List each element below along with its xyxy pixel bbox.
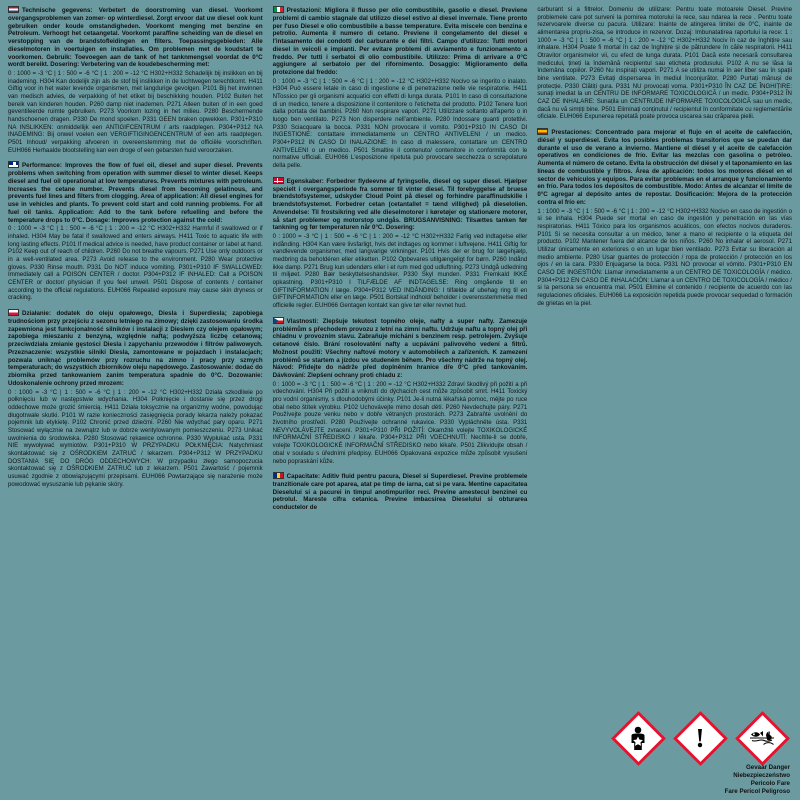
signal-word-it: Pericolo Fare	[750, 779, 790, 787]
ghs-pictogram-group	[610, 710, 790, 766]
lang-block-pl	[8, 309, 263, 488]
heading-en	[8, 161, 263, 224]
column-1	[8, 6, 263, 794]
heading-ro	[273, 472, 528, 512]
body-es: 1 : 1000 = -3 °C | 1 : 500 = -6 °C | 1 : 200 = -12 °C H302+H332 Nocivo en caso de ingestión o si se inhala. H304 Puede ser mortal en caso de ingestión y penetración en las vías respiratorias. H411 Tóxico para los organismos acuáticos, con efectos nocivos duraderos. P101 Si se necesita consultar a un médico, tener a mano el recipiente o la etiqueta del producto. P102 Mantener fuera del alcance de los niños. P260 No inhalar el aerosol. P271 Utilizar únicamente en exteriores o en un lugar bien ventilado. P273 Evitar su liberación al medio ambiente. P280 Usar guantes de protección / ropa de protección / protección en los ojos / en la cara. P330 Enjuagarse la boca. P331 NO provocar el vómito. P301+P310 EN CASO DE INGESTIÓN: Llamar inmediatamente a un CENTRO DE TOXICOLOGÍA / médico. P304+P312 EN CASO DE INHALACIÓN: Llamar a un CENTRO DE TOXICOLOGÍA / médico / si la persona se encuentra mal. P501 Elimine el contenido / recipiente de acuerdo con las regulaciones oficiales. EUH066 La exposición repetida puede provocar sequedad o formación de grietas en la piel.	[537, 207, 792, 307]
lang-block-ro-start	[273, 472, 528, 513]
flag-ro-icon	[273, 472, 284, 479]
signal-word-dk-ro-es: Fare Pericol Peligroso	[724, 787, 790, 795]
ghs08-health-hazard-icon	[610, 710, 666, 766]
heading-text-nl: Technische gegevens: Verbetert de doorstroming van diesel. Voorkomt overgangsproblemen van zomer- op winterdiesel. Zorgt ervoor dat uw diesel ook kunt gebruiken onder koude omstandigheden. Voorkomt menging met benzine en Petroleum. Verhoogt het cetaangetal. Voorkomt paraffine scheiding van de diesel en verstopping van de brandstofleidingen en filters. Toepassingsgebieden: Alle dieselmotoren in voertuigen en installaties. Om problemen met de koudstart te voorkomen. Gebruik: Toevoegen aan de tank of het tanknmengsel voordat de 0°C wordt bereikt. Dosering: Verbetering van de koudebescherming met:	[8, 7, 263, 69]
ghs09-environment-icon	[734, 710, 790, 766]
flag-it-icon	[273, 6, 284, 13]
body-cz: 0 : 1000 = -3 °C | 1 : 500 = -6 °C | 1 : 200 = -12 °C H302+H332 Zdraví škodlivý při požití a při vdechování. H304 Při požití a vniknutí do dýchacích cest může způsobit smrt. H411 Toxický pro vodní organismy, s dlouhodobými účinky. P101 Je-li nutná lékařská pomoc, mějte po ruce obal nebo štítek výrobku. P102 Uchovávejte mimo dosah dětí. P260 Nevdechujte páry. P271 Používejte pouze venku nebo v dobře větraných prostorách. P273 Zabraňte uvolnění do životního prostředí. P280 Používejte ochranné rukavice. P330 Vypláchněte ústa. P331 NEVYVOLÁVEJTE zvracení. P301+P310 PŘI POŽITÍ: Okamžitě volejte TOXIKOLOGICKÉ INFORMAČNÍ STŘEDISKO / lékaře. P304+P312 PŘI VDECHNUTÍ: Necítíte-li se dobře, volejte TOXIKOLOGICKÉ INFORMAČNÍ STŘEDISKO nebo lékaře. P501 Zlikvidujte obsah / obal v souladu s úředními předpisy. EUH066 Opakovaná expozice může způsobit vysušení nebo popraskání kůže.	[272, 380, 528, 465]
lang-block-en	[8, 161, 263, 302]
ghs07-exclamation-mark-icon	[672, 710, 728, 766]
heading-cz	[273, 317, 528, 380]
heading-text-pl: Działanie: dodatek do oleju opałowego, Diesla i Superdiesla; zapobiega trudnościom przy przejściu z sezonu letniego na zimowy; dzięki zastosowaniu środka zapewniona jest funkcjonalność silników i instalacji z Dieslem czy olejem opałowym; zapobiega mieszaniu z benzyną, względnie naftą; podwyższa liczbę cetanową; przeciwdziała zmianie gęstości Diesla i zapychaniu przewodów i filtrów paliwowych. Przeznaczenie: wszystkie silniki Diesla, zamontowane w pojazdach i instalacjach; pozwala uniknąć problemów przy rozruchu na zimno i pracy przy szmych temperaturach; do wszystkich zbiorników oleju napędowego. Zastosowanie: dodać do zbiornika przed tankowaniem zanim temperatura spadnie do 0°C. Dozowanie: Udoskonalenie ochrony przed mrozem:	[8, 310, 263, 387]
heading-dk	[273, 177, 528, 232]
body-dk: 0 : 1000 = -3 °C | 1 : 500 = -6 °C | 1 : 200 = -12 °C H302+H332 Farlig ved indtagelse eller indånding. H304 Kan være livsfarligt, hvis det indtages og kommer i luftvejene. H411 Giftig for vandlevende organismer, med langvarige virkninger. P101 Hvis der er brug for lægehjælp, medbring da beholdéren eller etiketten. P102 Opbevares utilgængeligt for børn. P260 Indånd ikke damp. P271 Brug kun udendørs eller i et rum med god udluftning. P273 Undgå udledning til miljøet. P280 Bær beskyttelseshandsker. P330 Skyl munden. P331 Fremkald IKKE opkastning. P301+P310 I TILFÆLDE AF INDTAGELSE: Ring omgående til en GIFTINFORMATION / læge. P304+P312 VED INDÅNDING: I tilfælde af ubehag ring til en GIFTINFORMATION eller en læge. P501 Bortskaf indhold/ beholder i overensstemmelse med officielle regler. EUH066 Gentagen kontakt kan give tør eller revnet hud.	[272, 233, 528, 310]
lang-block-nl	[8, 6, 263, 154]
heading-text-en: Performance: Improves the flow of fuel oil, diesel and super diesel. Prevents problems when switching from operation with summer diesel to winter diesel. Keeps diesel and fuel oil operational at low temperatures. Prevents mixtures with petroleum. Increases the cetane number. Prevents diesel from becoming gelatinous, and prevents fuel lines and filters from clogging. Area of application: All diesel engines for use in vehicles and plants. To prevent cold start and cold running problems. For all fuel oil tanks. Application: Add to the tank before refuelling and before the temperature drops to 0°C. Dosage: Improves protection against the cold:	[8, 162, 263, 224]
body-nl: 0 : 1000 = -3 °C | 1 : 500 = -6 °C | 1 : 200 = -12 °C H302+H332 Schadelijk bij inslikken en bij inademing. H304 Kan dodelijk zijn als de stof bij inslikken in de luchtwegen terechtkomt. H411 Giftig voor in het water levende organismen, met langdurige gevolgen. P101 Bij het inwinnen van medisch advies, de verpakking of het etiket bij beschikking houden. P102 Buiten het bereik van kinderen houden. P260 damp niet inademen. P271 Alleen buiten of in een goed geventileerde ruimte gebruiken. P273 Voorkom lozing in het milieu. P280 Beschermende handschoenen dragen. P330 De mond spoelen. P331 GEEN braken opwekken. P301+P310 NA INSLIKKEN: onmiddellijk een ANTIGIFCENTRUM / arts raadplegen. P304+P312 NA INADEMING: Bij onwel voelen een VERGIFTIGINGENCENTRUM of een arts raadplegen. P501 Inhoud/ verpakking afvoeren in overeenstemming met de officiële voorschriften. EUH066 Herhaalde blootstelling kan een droge of een gebarsten huid veroorzaken.	[8, 70, 263, 154]
column-2	[273, 6, 528, 794]
body-ro: carburant si a filtrelor. Domeniu de utilizare: Pentru toate motoarele Diesel. Previne problemele care pot surveni la pornirea motorului la rece, sau ndarea la rece . Pentru toate rezervoarele diverse cu pacura. Utilizare: Inainte de atingerea limitei de 0°C, inainte de alimentarea propriu-zisa, se introduce in rezervor. Dozaj: Imbunatatirea raportului la rece: 1 : 1000 = -3 °C | 1 : 500 = -6 °C | 1 : 200 = -12 °C H302+H332 Nociv în caz de înghițire sau inhalare. H304 Poate fi mortal în caz de înghițire și de pătrundere în căile respiratorii. H411 Otravitor organismelor vii, cu efect de lunga durata. P101 Dacă este necesară consultarea medicului, țineți la îndemână recipientul sau eticheta produsului. P102 A nu se lăsa la îndemâna copiilor. P260 Nu inspirați vapori. P271 A se utiliza numai în aer liber sau în spații bine ventilate. P273 Evitați dispersarea în mediul înconjurător. P280 Purtați mănuși de protecție. P330 Clătiți gura. P331 NU provocați voma. P301+P310 ÎN CAZ DE ÎNGHIȚIRE: sunați imediat la un CENTRU DE INFORMARE TOXICOLOGICĂ / un medic. P304+P312 ÎN CAZ DE INHALARE: Sunațila un CENTRUDE INFORMARE TOXICOLOGICĂ sau un medic, dacă nu vă simțiți bine. P501 Eliminați conținutul / recipientul în conformitate cu reglementările oficiale. EUH066 Expunerea repetată poate provoca uscarea sau crăparea pielii.	[537, 6, 792, 121]
heading-text-ro: Capacitate: Aditiv fluid pentru pacura, Diesel si Superdiesel. Previne problemele tranzitionale care pot aparea, atat pe timp de iarna, cat si pe vara. Mentine capacitatea Dieselului si a pacurei in timpul anotimpurilor reci. Previne amestecul benzinei cu petrolul. Mareste cifra cetanica. Previne imbacsirea Dieselului si obturarea conductelor de	[272, 473, 528, 512]
flag-pl-icon	[8, 309, 19, 316]
heading-it	[273, 6, 528, 77]
heading-text-es: Prestaciones: Concentrado para mejorar el flujo en el aceite de calefacción, diésel y superdiésel. Evita los posibles problemas transitorios que se puedan dar durante el uso de verano a invierno. Mantiene el diésel y el aceite de calefacción operativos en condiciones de frío. Evitar las mezclas con gasolina o petróleo. Aumenta el número de cetano. Evita la obstrucción del diésel y el taponamiento en las líneas de combustible y filtros. Área de aplicación: todos los motores diésel en el sector de vehículos y equipos. Para evitar problemas en el arranque y funcionamiento en frío. Para todos los depósitos de combustible. Modo: Antes de alcanzar el límite de 0°C agregar al depósito antes de repostar. Dosificación: Mejora de la protección contra el frío en:	[537, 129, 792, 206]
heading-nl	[8, 6, 263, 69]
lang-block-dk	[273, 177, 528, 310]
heading-text-cz: Vlastnosti: Zlepšuje tekutost topného oleje, nafty a super nafty. Zamezuje problémům s přechodem provozu z letní na zimní naftu. Udržuje naftu a topný olej při chladnu v provozním stavu. Zabraňuje míchání s benzinem resp. petrolejem. Zvyšuje cetanové číslo. Brání rosolovatění nafty a ucpávání palivového vedení a filtrů. Možnost použití: Všechny naftové motory v automobilech a zařízeních. K zamezení problémů se startem a jízdou ve studeném během. Pro všechny nádrže na topný olej. Návod: Přidejte do nádrže před doplněním hranice dře 0°C před tankováním. Dávkování: Zlepšení ochrany proti chladu z:	[272, 317, 528, 380]
body-pl: 0 : 1000 = -3 °C | 1 : 500 = -6 °C | 1 : 200 = -12 °C H302+H332 Działa szkodliwie po połknięciu lub w następstwie wdychania. H304 Połknięcie i dostanie się przez drogi oddechowe może grozić śmiercią. H411 Działa toksycznie na organizmy wodne, powodując długotrwałe skutki. P101 W razie konieczności zasięgnięcia porady lekarza należy pokazać pojemnik lub etykietę. P102 Chronić przed dziećmi. P260 Nie wdychać pary oparu. P271 Stosować wyłącznie na zewnątrz lub w dobrze wentylowanym pomieszczeniu. P273 Unikać uwolnienia do środowiska. P280 Stosować rękawice ochronne. P330 Wypłukać usta. P331 NIE wywoływać wymiotów. P301+P310 W PRZYPADKU POŁKNIĘCIA: Natychmiast skontaktować się z OŚRODKIEM ZATRUĆ / lekarzem. P304+P312 W PRZYPADKU DOSTANIA SIĘ DO DRÓG ODDECHOWYCH: W przypadku złego samopoczucia skontaktować się z OŚRODKIEM ZATRUĆ lub z lekarzem. P501 Zawartość / pojemnik usuwać zgodnie z obowiązującymi przepisami. EUH066 Powtarzające się narażenie może powodować wysuszanie lub pękanie skóry.	[8, 388, 263, 488]
flag-es-icon	[537, 128, 548, 135]
lang-block-it	[273, 6, 528, 170]
flag-dk-icon	[273, 177, 284, 184]
signal-word-pl: Niebezpieczeństwo	[733, 771, 790, 779]
heading-text-dk: Egenskaber: Forbedrer flydeevne af fyringsolie, diesel og super diesel. Hjælper specielt i overgangsperiode fra sommer til vinter diesel. Til forebyggelse af bruese brændstofsystemer, udskyder Cloud Point på diesel og forhindre paraffinudskille i brændstofsystemet. Forbedrer cetan (cetantallet = tænd villighed) på dieselolien. Anvendelse: Til frostsikring ved alle dieselmotorer i køretøjer og stationære motorer, så start problemer og motorstop undgås. BRUGSANVISNING: Tilsættes tanken før tankning og før temperaturen når 0°C. Dosering:	[272, 177, 528, 232]
exclamation-glyph: !	[695, 722, 705, 753]
text-columns	[8, 6, 792, 794]
lang-block-ro-cont	[537, 6, 792, 121]
column-3	[537, 6, 792, 794]
signal-words	[725, 764, 790, 796]
body-en: 0 : 1000 = -3 °C | 1 : 500 = -6 °C | 1 : 200 = -12 °C H302+H332 Harmful if swallowed or if inhaled. H304 May be fatal if swallowed and enters airways. H411 Toxic to aquatic life with long lasting effects. P101 If medical advice is needed, have product container or label at hand. P102 Keep out of reach of children. P260 Do not breathe vapours. P271 Use only outdoors or in a well-ventilated area. P273 Avoid release to the environment. P280 Wear protective gloves. P330 Rinse mouth. P331 Do NOT induce vomiting. P301+P310 IF SWALLOWED: Immediately call a POISON CENTER / doctor. P304+P312 IF INHALED: Call a POISON CENTER or doctor/ physician if you feel unwell. P501 Dispose of contents / container according to the official regulations. EUH066 Repeated exposure may cause skin dryness or cracking.	[8, 225, 263, 302]
heading-es	[537, 128, 792, 207]
lang-block-es	[537, 128, 792, 307]
heading-pl	[8, 309, 263, 388]
lang-block-cz	[273, 317, 528, 465]
flag-en-icon	[8, 161, 19, 168]
flag-cz-icon	[273, 317, 284, 324]
signal-word-nl-en: Gevaar Danger	[745, 763, 790, 771]
flag-nl-icon	[8, 6, 19, 13]
heading-text-it: Prestazioni: Migliora il flusso per olio combustibile, gasolio e diesel. Previene problemi di cambio stagnale dal utilizzo diesel estivo al diesel invernale. Tiene pronto per l'uso Diesel e olio combustibile a basse temperature. Evita miscele con benzina e petrolio. Aumenta il numero di cetano. Previene il congelamento del diesel e l'intasamento dei condotti del carburante e dei filtri. Campo d'utilizzo: Tutti motori diesel in veicoli e impianti. Per evitare problemi di avviamento e funzionamento a freddo. Per tutti i serbatoi di olio combustibile. Utilizzo: Prima di arrivare a 0°C aggiungere al serbatoio per del rifornimento. Dosaggio: Miglioramento della protezione dal freddo:	[272, 7, 528, 76]
body-it: 0 : 1000 = -3 °C | 1 : 500 = -6 °C | 1 : 200 = -12 °C H302+H332 Nocivo se ingerito o inalato. H304 Può essere letale in caso di ingestione e di penetrazione nelle vie respiratorie. H411 NTossico per gli organismi acquatici con effetti di lunga durata. P101 In caso di consultazione di un medico, tenere a disposizione il contenitore o l'etichetta del prodotto. P102 Tenere fuori dalla portata dei bambini. P260 Non respirare vapori. P271 Utilizzare soltanto all'aperto o in luogo ben ventilato. P273 Non disperdere nell'ambiente. P280 Indossare guanti protettivi. P330 Sciacquare la bocca. P331 NON provocare il vomito. P301+P310 IN CASO DI INGESTIONE: contattare immediatamente un CENTRO ANTIVELENI / un medico. P304+P312 IN CASO DI INALAZIONE: In caso di malessere, contattare un CENTRO ANTIVELENI o un medico. P501 Smaltire il contenuto/ contenitore in conformità con le normative ufficiali. EUH066 L'esposizione ripetuta può provocare secchezza o screpolature della pelle.	[272, 77, 528, 170]
